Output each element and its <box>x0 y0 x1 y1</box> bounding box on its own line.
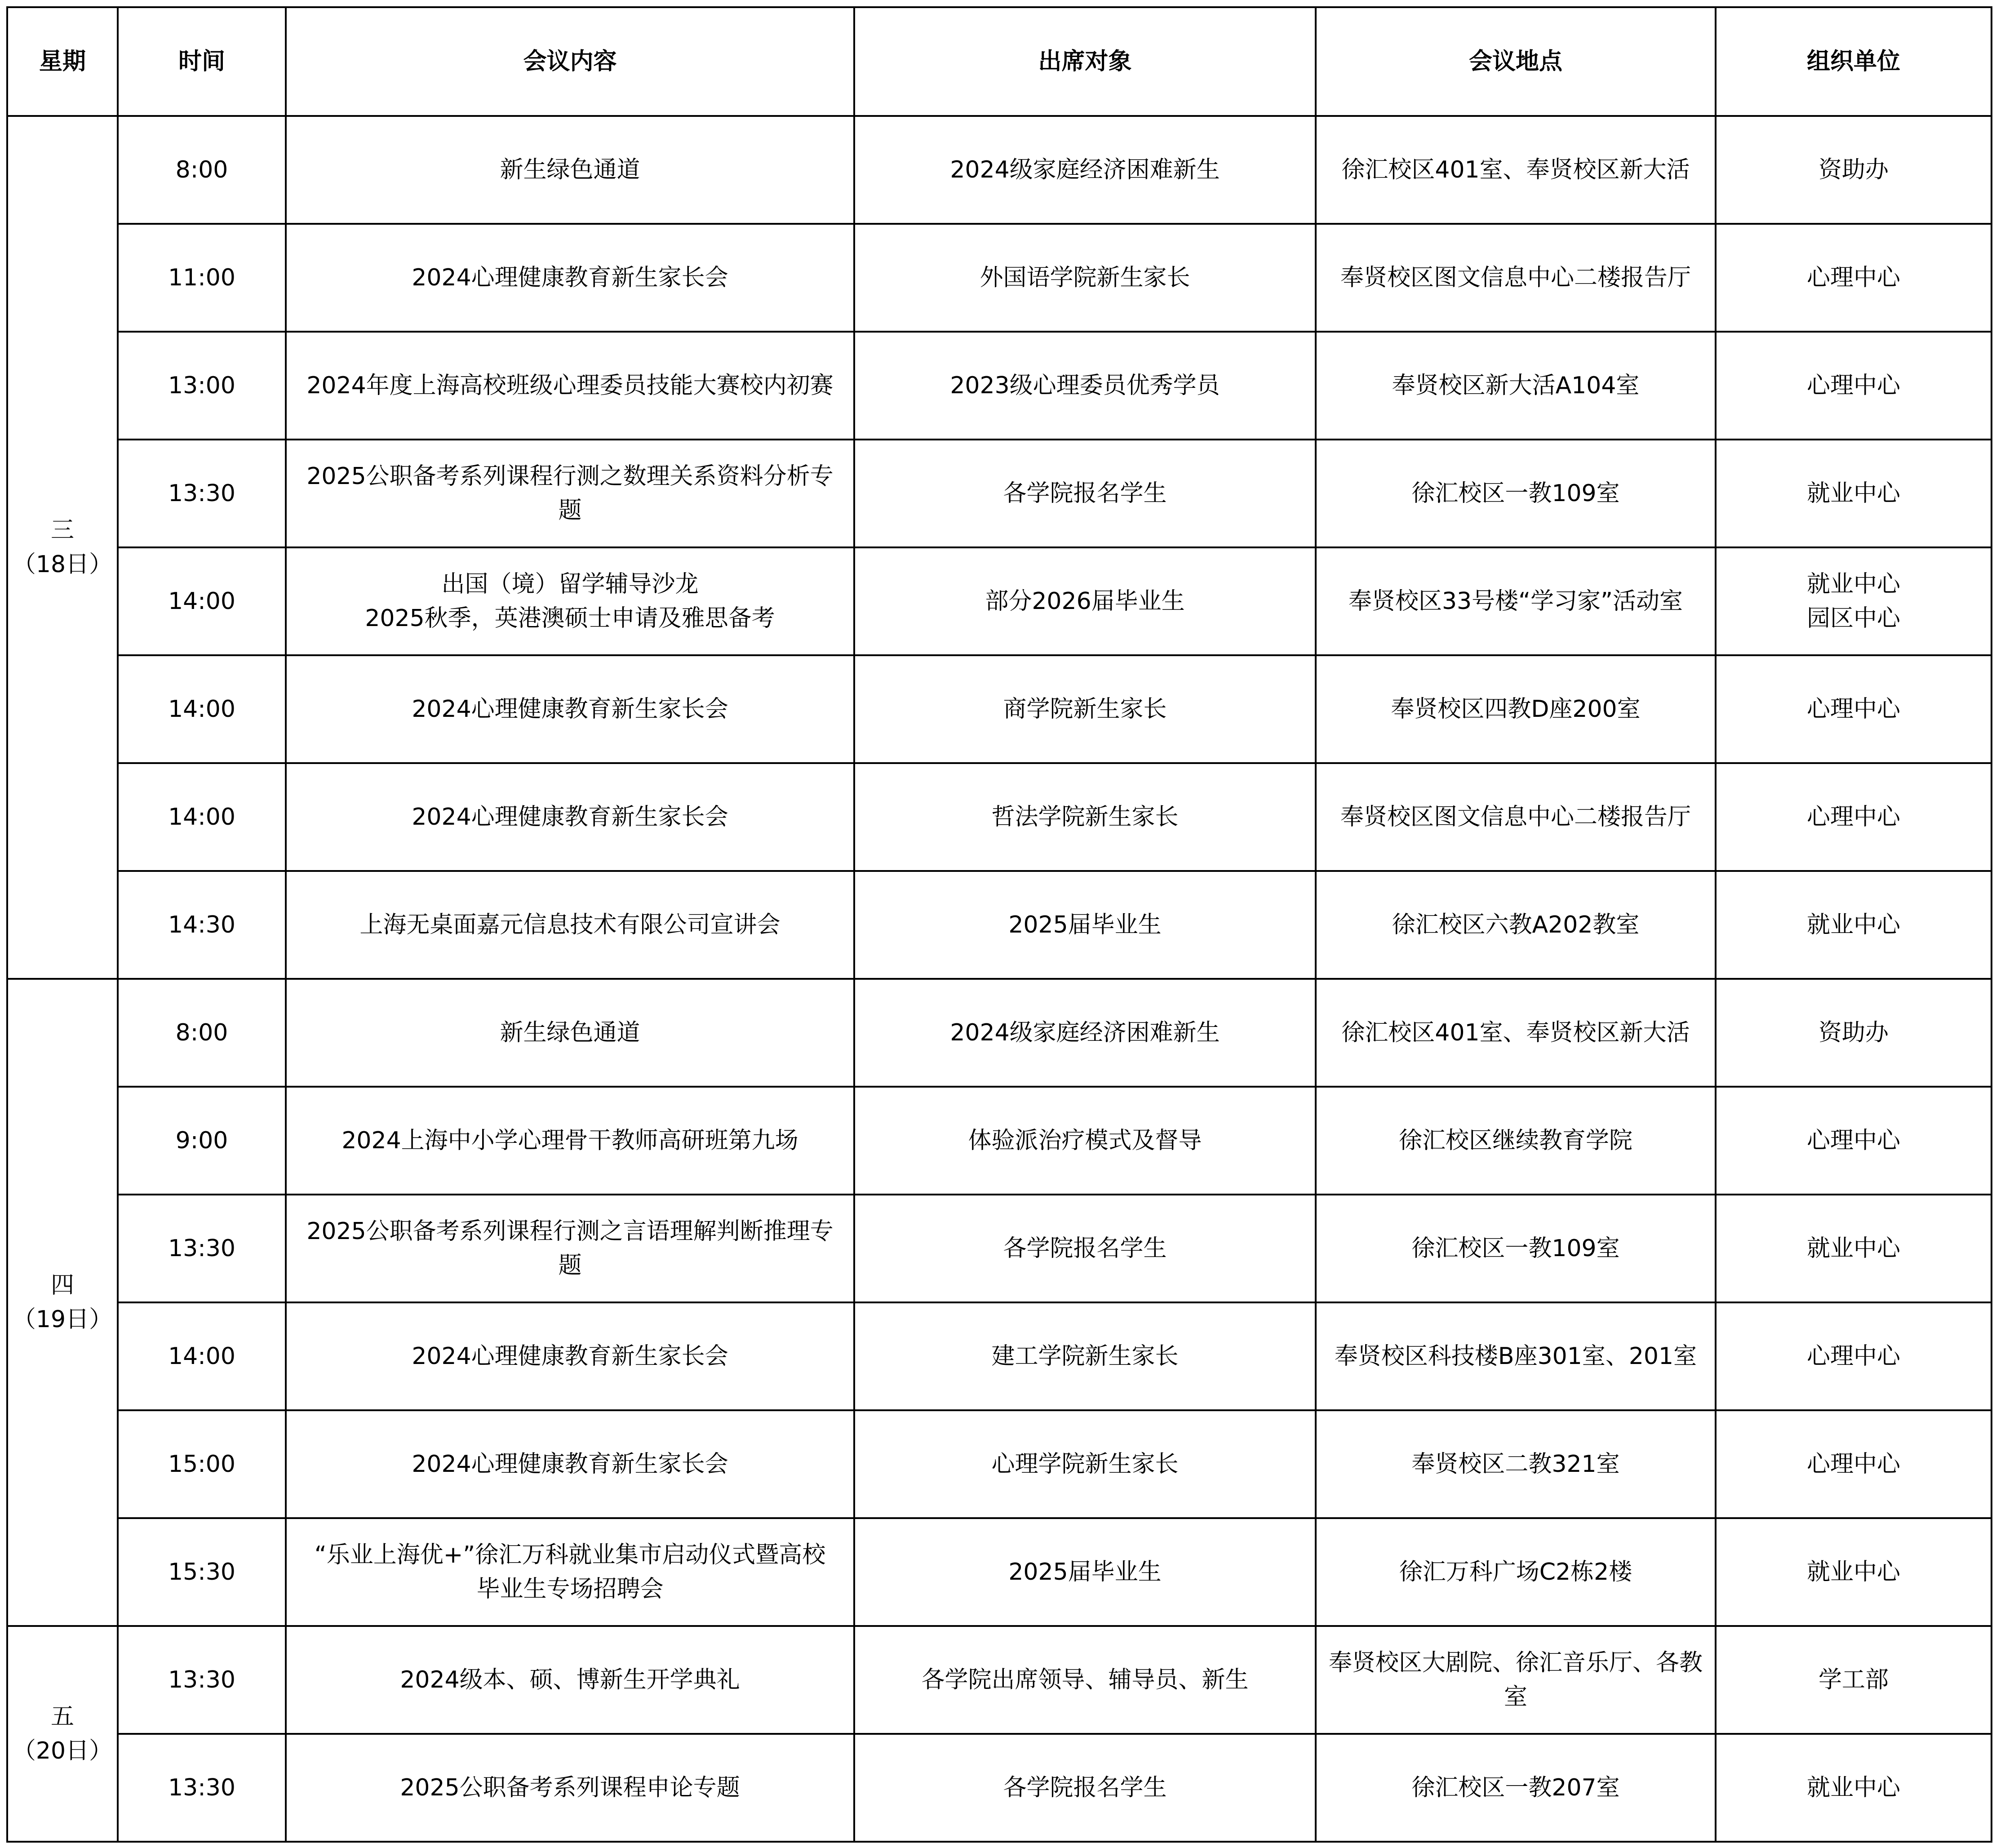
table-row <box>7 1302 1992 1410</box>
cell-content: 上海无桌面嘉元信息技术有限公司宣讲会 <box>286 871 854 979</box>
cell-content: 2024心理健康教育新生家长会 <box>286 655 854 763</box>
cell-location: 徐汇校区一教109室 <box>1316 440 1716 547</box>
cell-location: 奉贤校区科技楼B座301室、201室 <box>1316 1302 1716 1410</box>
table-row <box>7 224 1992 332</box>
cell-location: 徐汇校区一教109室 <box>1316 1195 1716 1302</box>
cell-location: 徐汇校区继续教育学院 <box>1316 1087 1716 1195</box>
meeting-schedule-table <box>6 6 1992 1843</box>
table-row <box>7 1518 1992 1626</box>
cell-organizer: 心理中心 <box>1716 332 1992 440</box>
cell-attendees: 体验派治疗模式及督导 <box>854 1087 1316 1195</box>
cell-time: 15:00 <box>118 1410 286 1518</box>
cell-location: 奉贤校区二教321室 <box>1316 1410 1716 1518</box>
cell-content: 2024心理健康教育新生家长会 <box>286 763 854 871</box>
cell-attendees: 心理学院新生家长 <box>854 1410 1316 1518</box>
table-row <box>7 1626 1992 1734</box>
cell-organizer: 心理中心 <box>1716 1302 1992 1410</box>
header-content: 会议内容 <box>286 7 854 116</box>
weekday-date: （20日） <box>12 1737 113 1764</box>
cell-attendees: 2024级家庭经济困难新生 <box>854 979 1316 1087</box>
cell-content: 2024心理健康教育新生家长会 <box>286 224 854 332</box>
cell-content: 2025公职备考系列课程行测之数理关系资料分析专 题 <box>286 440 854 547</box>
cell-organizer: 就业中心 园区中心 <box>1716 547 1992 655</box>
weekday-name: 五 <box>50 1703 74 1730</box>
header-weekday: 星期 <box>7 7 118 116</box>
cell-attendees: 2025届毕业生 <box>854 871 1316 979</box>
cell-organizer: 资助办 <box>1716 116 1992 224</box>
cell-organizer: 心理中心 <box>1716 224 1992 332</box>
cell-time: 15:30 <box>118 1518 286 1626</box>
cell-content: 新生绿色通道 <box>286 116 854 224</box>
cell-location: 徐汇万科广场C2栋2楼 <box>1316 1518 1716 1626</box>
cell-attendees: 部分2026届毕业生 <box>854 547 1316 655</box>
cell-location: 奉贤校区图文信息中心二楼报告厅 <box>1316 224 1716 332</box>
cell-location: 徐汇校区六教A202教室 <box>1316 871 1716 979</box>
weekday-name: 四 <box>50 1272 74 1299</box>
cell-time: 13:30 <box>118 440 286 547</box>
table-body <box>7 116 1992 1842</box>
weekday-date: （19日） <box>12 1306 113 1333</box>
cell-organizer: 就业中心 <box>1716 1518 1992 1626</box>
cell-content: 2024级本、硕、博新生开学典礼 <box>286 1626 854 1734</box>
header-organizer: 组织单位 <box>1716 7 1992 116</box>
cell-organizer: 心理中心 <box>1716 1410 1992 1518</box>
weekday-date: （18日） <box>12 551 113 578</box>
cell-content: 2024上海中小学心理骨干教师高研班第九场 <box>286 1087 854 1195</box>
cell-attendees: 外国语学院新生家长 <box>854 224 1316 332</box>
weekday-name: 三 <box>50 517 74 544</box>
cell-content: 2024年度上海高校班级心理委员技能大赛校内初赛 <box>286 332 854 440</box>
header-location: 会议地点 <box>1316 7 1716 116</box>
cell-location: 奉贤校区新大活A104室 <box>1316 332 1716 440</box>
cell-attendees: 2023级心理委员优秀学员 <box>854 332 1316 440</box>
cell-location: 奉贤校区33号楼“学习家”活动室 <box>1316 547 1716 655</box>
cell-attendees: 建工学院新生家长 <box>854 1302 1316 1410</box>
weekday-cell <box>7 979 118 1626</box>
cell-time: 14:00 <box>118 547 286 655</box>
cell-content: “乐业上海优+”徐汇万科就业集市启动仪式暨高校 毕业生专场招聘会 <box>286 1518 854 1626</box>
cell-time: 11:00 <box>118 224 286 332</box>
cell-organizer: 心理中心 <box>1716 655 1992 763</box>
cell-organizer: 学工部 <box>1716 1626 1992 1734</box>
cell-time: 13:30 <box>118 1734 286 1842</box>
cell-location: 奉贤校区四教D座200室 <box>1316 655 1716 763</box>
table-row <box>7 1734 1992 1842</box>
table-row <box>7 1195 1992 1302</box>
table-row <box>7 547 1992 655</box>
table-row <box>7 871 1992 979</box>
cell-organizer: 就业中心 <box>1716 871 1992 979</box>
cell-content: 2025公职备考系列课程行测之言语理解判断推理专 题 <box>286 1195 854 1302</box>
cell-time: 14:00 <box>118 763 286 871</box>
cell-time: 8:00 <box>118 979 286 1087</box>
cell-time: 9:00 <box>118 1087 286 1195</box>
table-row <box>7 763 1992 871</box>
weekday-cell <box>7 1626 118 1842</box>
cell-attendees: 各学院报名学生 <box>854 1195 1316 1302</box>
cell-location: 徐汇校区401室、奉贤校区新大活 <box>1316 979 1716 1087</box>
cell-time: 14:00 <box>118 655 286 763</box>
cell-content: 2025公职备考系列课程申论专题 <box>286 1734 854 1842</box>
cell-content: 出国（境）留学辅导沙龙 2025秋季，英港澳硕士申请及雅思备考 <box>286 547 854 655</box>
cell-attendees: 哲法学院新生家长 <box>854 763 1316 871</box>
cell-organizer: 就业中心 <box>1716 1734 1992 1842</box>
cell-attendees: 商学院新生家长 <box>854 655 1316 763</box>
table-row <box>7 1087 1992 1195</box>
cell-time: 14:00 <box>118 1302 286 1410</box>
cell-time: 13:30 <box>118 1195 286 1302</box>
header-row <box>7 7 1992 116</box>
cell-time: 8:00 <box>118 116 286 224</box>
table-row <box>7 116 1992 224</box>
cell-time: 13:00 <box>118 332 286 440</box>
cell-organizer: 资助办 <box>1716 979 1992 1087</box>
table-row <box>7 979 1992 1087</box>
cell-location: 徐汇校区一教207室 <box>1316 1734 1716 1842</box>
cell-attendees: 各学院报名学生 <box>854 1734 1316 1842</box>
cell-content: 新生绿色通道 <box>286 979 854 1087</box>
cell-organizer: 就业中心 <box>1716 440 1992 547</box>
table-row <box>7 1410 1992 1518</box>
cell-content: 2024心理健康教育新生家长会 <box>286 1410 854 1518</box>
table-row <box>7 655 1992 763</box>
cell-attendees: 各学院出席领导、辅导员、新生 <box>854 1626 1316 1734</box>
cell-location: 奉贤校区图文信息中心二楼报告厅 <box>1316 763 1716 871</box>
header-attendees: 出席对象 <box>854 7 1316 116</box>
cell-location: 徐汇校区401室、奉贤校区新大活 <box>1316 116 1716 224</box>
cell-content: 2024心理健康教育新生家长会 <box>286 1302 854 1410</box>
cell-attendees: 2024级家庭经济困难新生 <box>854 116 1316 224</box>
cell-attendees: 各学院报名学生 <box>854 440 1316 547</box>
cell-location: 奉贤校区大剧院、徐汇音乐厅、各教 室 <box>1316 1626 1716 1734</box>
cell-attendees: 2025届毕业生 <box>854 1518 1316 1626</box>
table-header <box>7 7 1992 116</box>
table-row <box>7 440 1992 547</box>
cell-time: 14:30 <box>118 871 286 979</box>
cell-time: 13:30 <box>118 1626 286 1734</box>
header-time: 时间 <box>118 7 286 116</box>
cell-organizer: 心理中心 <box>1716 763 1992 871</box>
cell-organizer: 心理中心 <box>1716 1087 1992 1195</box>
table-row <box>7 332 1992 440</box>
cell-organizer: 就业中心 <box>1716 1195 1992 1302</box>
weekday-cell <box>7 116 118 979</box>
